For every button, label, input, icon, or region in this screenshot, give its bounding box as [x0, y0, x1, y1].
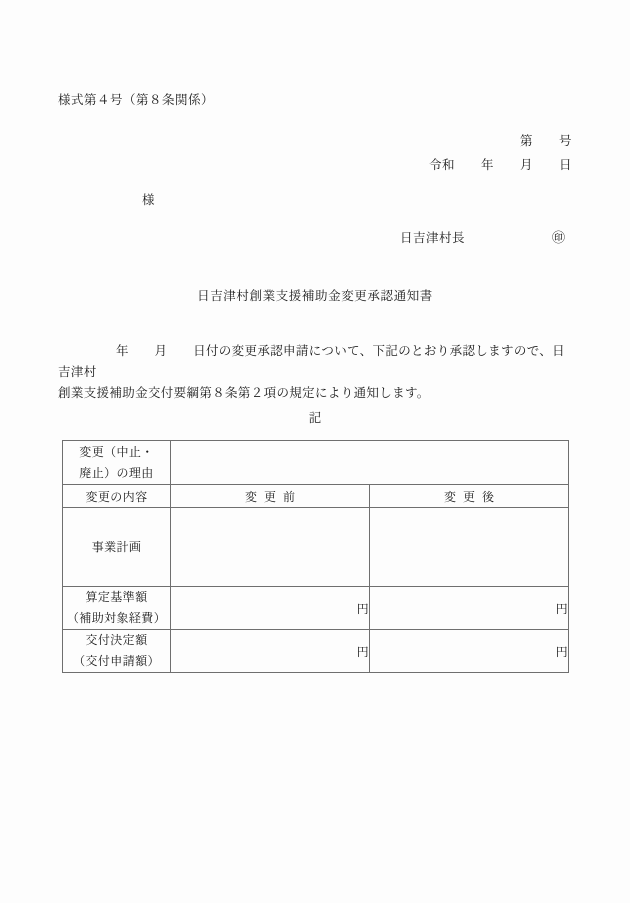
reason-value-cell[interactable]: [171, 441, 569, 485]
change-details-table: [62, 440, 569, 673]
granted-amount-label-line-1: 交付決定額: [85, 633, 148, 647]
seal-icon: ㊞: [552, 230, 566, 245]
form-number: 様式第４号（第８条関係）: [58, 93, 215, 107]
base-amount-before-cell[interactable]: 円: [171, 587, 370, 630]
business-plan-label-line-1: 事業計画: [91, 539, 142, 554]
granted-amount-after-cell[interactable]: 円: [370, 630, 569, 673]
reason-label-cell: [63, 441, 171, 485]
table-row-granted-amount: [63, 630, 569, 673]
header-content-label: 変更の内容: [63, 485, 171, 508]
ki-marker: 記: [308, 411, 322, 425]
table-row-reason: [63, 441, 569, 485]
body-line-1: 年 月 日付の変更承認申請について、下記のとおり承認しますので、日吉津村: [58, 344, 566, 379]
base-amount-label-cell: [63, 587, 171, 630]
body-paragraph: [58, 341, 574, 404]
addressee-suffix: 様: [142, 193, 156, 207]
base-amount-label-line-1: 算定基準額: [85, 590, 148, 604]
table-header-row: [63, 485, 569, 508]
reason-label-line-1: 変更（中止・: [79, 444, 154, 459]
issuer-row: [0, 228, 630, 288]
reason-label-line-2: 廃止）の理由: [79, 465, 154, 480]
business-plan-label-cell: [63, 508, 171, 587]
table-row-base-amount: [63, 587, 569, 630]
granted-amount-label-cell: [63, 630, 171, 673]
body-line-2: 創業支援補助金交付要綱第８条第２項の規定により通知します。: [58, 386, 430, 400]
issuer-name: 日吉津村長: [400, 231, 466, 245]
header-after-label: 変更後: [370, 485, 569, 508]
header-before-label: 変更前: [171, 485, 370, 508]
document-title: 日吉津村創業支援補助金変更承認通知書: [197, 289, 433, 303]
base-amount-label-line-2: （補助対象経費）: [66, 611, 167, 625]
business-plan-before-cell[interactable]: [171, 508, 370, 587]
business-plan-after-cell[interactable]: [370, 508, 569, 587]
granted-amount-before-cell[interactable]: 円: [171, 630, 370, 673]
base-amount-after-cell[interactable]: 円: [370, 587, 569, 630]
document-number: 第 号: [519, 134, 572, 148]
granted-amount-label-line-2: （交付申請額）: [73, 654, 160, 668]
document-date: 令和 年 月 日: [428, 158, 572, 172]
table-row-business-plan: [63, 508, 569, 587]
